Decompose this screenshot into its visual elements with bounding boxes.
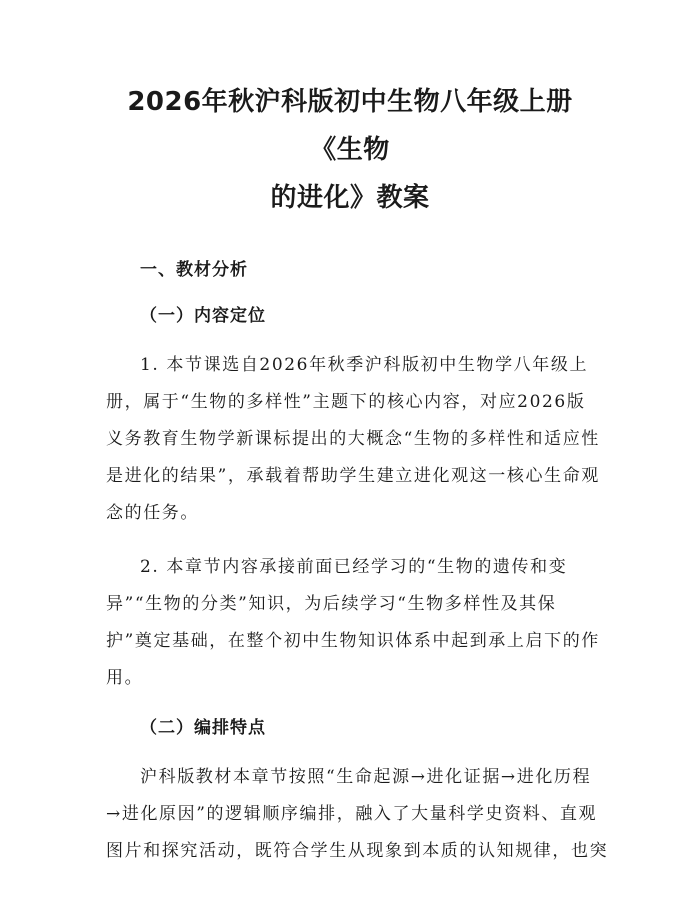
paragraph-line: 2. 本章节内容承接前面已经学习的“生物的遗传和变 bbox=[140, 557, 568, 577]
title-line-2: 的进化》教案 bbox=[270, 183, 430, 213]
paragraph-line: 是进化的结果”，承载着帮助学生建立进化观这一核心生命观 bbox=[106, 466, 600, 486]
title-spacer bbox=[106, 222, 594, 256]
paragraph-line: 异”“生物的分类”知识，为后续学习“生物多样性及其保 bbox=[106, 594, 557, 614]
paragraph-line: 沪科版教材本章节按照“生命起源→进化证据→进化历程 bbox=[140, 767, 592, 787]
paragraph-line: 念的任务。 bbox=[106, 503, 199, 523]
paragraph-arrangement-features bbox=[106, 759, 609, 870]
paragraph-line: 册，属于“生物的多样性”主题下的核心内容，对应2026版 bbox=[106, 392, 586, 412]
subsection-heading-content-positioning: （一）内容定位 bbox=[140, 306, 266, 326]
paragraph-content-positioning-2 bbox=[106, 549, 600, 697]
document-title bbox=[106, 78, 594, 222]
paragraph-line: 用。 bbox=[106, 668, 144, 688]
paragraph-line: →进化原因”的逻辑顺序编排，融入了大量科学史资料、直观 bbox=[106, 804, 598, 824]
paragraph-line: 1. 本节课选自2026年秋季沪科版初中生物学八年级上 bbox=[140, 355, 589, 375]
section-heading-textbook-analysis: 一、教材分析 bbox=[140, 260, 248, 280]
title-line-1: 2026年秋沪科版初中生物八年级上册《生物 bbox=[127, 87, 573, 165]
paragraph-content-positioning-1 bbox=[106, 347, 600, 532]
paragraph-line: 图片和探究活动，既符合学生从现象到本质的认知规律，也突 bbox=[106, 841, 609, 861]
paragraph-line: 义务教育生物学新课标提出的大概念“生物的多样性和适应性 bbox=[106, 429, 600, 449]
paragraph-line: 护”奠定基础，在整个初中生物知识体系中起到承上启下的作 bbox=[106, 631, 600, 651]
subsection-heading-arrangement-features: （二）编排特点 bbox=[140, 718, 266, 738]
